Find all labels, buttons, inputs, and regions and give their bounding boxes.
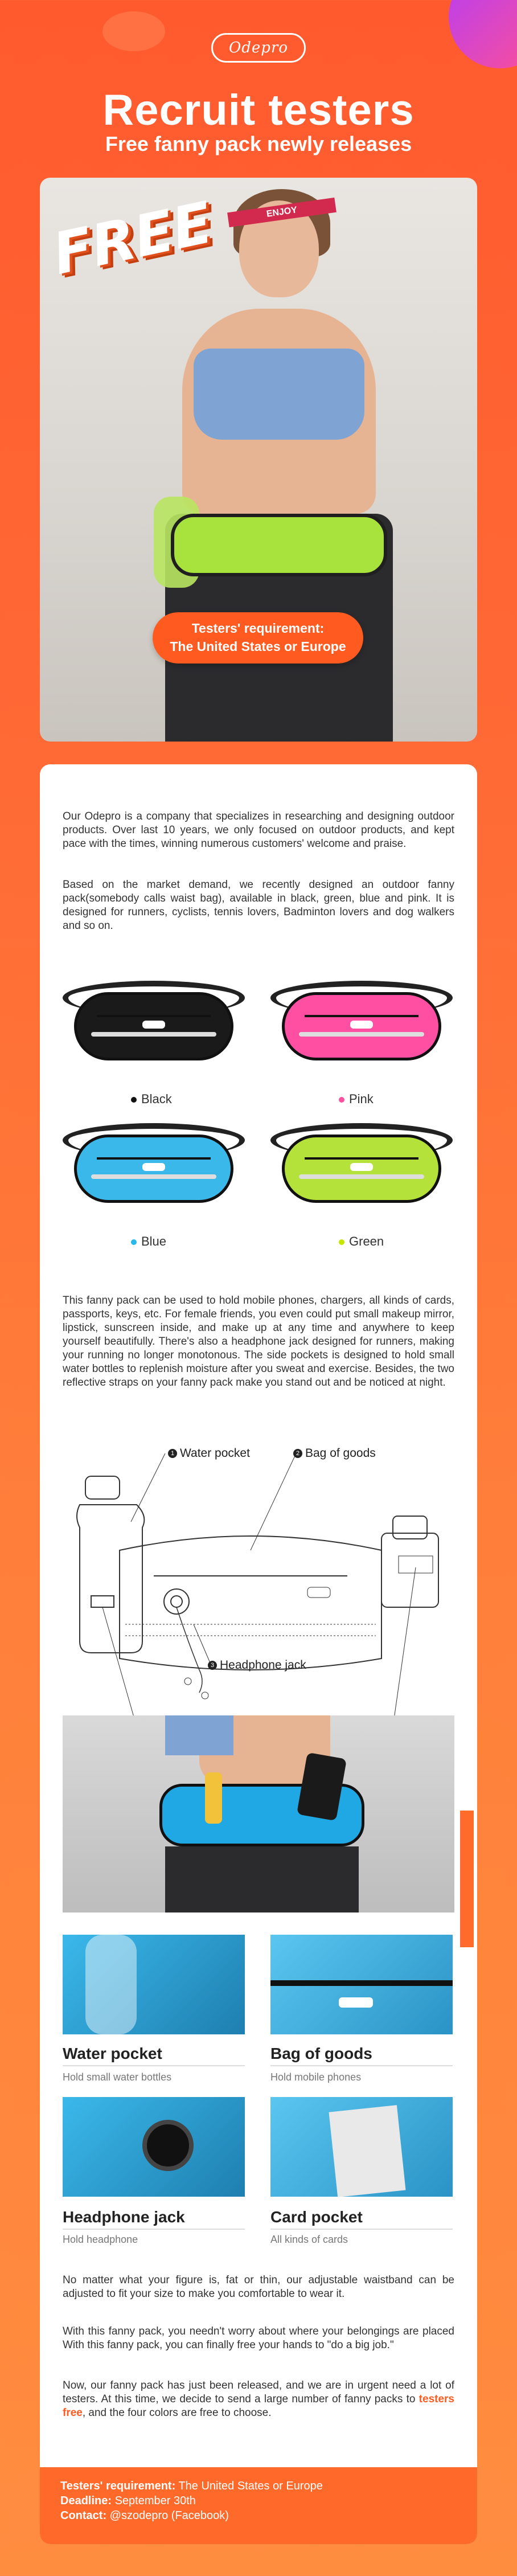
footer-info — [40, 2467, 477, 2544]
fanny-pack-blue — [63, 1112, 245, 1231]
content-card — [40, 764, 477, 2544]
footer-contact-label: Contact: — [60, 2509, 107, 2522]
closing-paragraph-2: With this fanny pack, you needn't worry about where your belongings are placed With this fanny pack, you can finally free your hands to "do a big job." — [63, 2325, 454, 2351]
intro-paragraph-2: Based on the market demand, we recently designed an outdoor fanny pack(somebody calls waist bag), available in black, green, blue and pink. It is designed for runners, cyclists, tennis lovers, Badminton lovers and dog walkers and so on. — [63, 879, 454, 932]
label-headphone-jack — [205, 1658, 306, 1672]
feature-sub-card-pocket: All kinds of cards — [270, 2234, 348, 2245]
feature-title-bag-of-goods: Bag of goods — [270, 2045, 453, 2066]
feature-sub-water-pocket: Hold small water bottles — [63, 2071, 172, 2083]
page-title: Recruit testers — [102, 86, 415, 134]
closing-p3-end: , and the four colors are free to choose. — [82, 2407, 272, 2419]
color-label-blue — [131, 1234, 166, 1249]
footer-req-label: Testers' requirement: — [60, 2480, 176, 2492]
fanny-pack-black — [63, 969, 245, 1089]
diagram-num-1: 1 — [168, 1449, 177, 1458]
color-name: Green — [349, 1234, 384, 1248]
footer-deadline — [60, 2493, 457, 2508]
feature-title-headphone-jack: Headphone jack — [63, 2208, 245, 2230]
fanny-pack-pink — [270, 969, 453, 1089]
color-name: Pink — [349, 1092, 374, 1106]
footer-contact — [60, 2508, 457, 2523]
headband: ENJOY — [227, 198, 337, 227]
brand-logo: Odepro — [211, 33, 306, 63]
headphone-jack-label: Headphone jack — [220, 1658, 306, 1672]
color-dot — [131, 1097, 137, 1103]
orange-accent-bar — [460, 1811, 474, 1947]
bag-of-goods-label: Bag of goods — [305, 1447, 376, 1460]
testers-free-highlight: testers free — [63, 2393, 454, 2419]
free-headline: FREE — [47, 189, 219, 288]
feature-sub-bag-of-goods: Hold mobile phones — [270, 2071, 362, 2083]
feature-sub-headphone-jack: Hold headphone — [63, 2234, 138, 2245]
color-label-black — [131, 1092, 172, 1107]
diagram-num-3: 3 — [208, 1661, 217, 1670]
footer-req-value: The United States or Europe — [178, 2480, 323, 2492]
water-pocket-photo — [63, 1935, 245, 2034]
description-paragraph: This fanny pack can be used to hold mobile phones, chargers, all kinds of cards, passports, keys, etc. For female friends, you even could put small makeup mirror, lipstick, sunscreen inside, and make up at any time and anywhere to keep yourself beautifully. There's also a headphone jack designed for runners, making your running no longer monotonous. The side pockets is designed to hold small water bottles to replenish moisture after you sweat and exercise. Besides, the two reflective straps on your fanny pack make you stand out and be noticed at night. — [63, 1295, 454, 1389]
color-dot — [339, 1097, 344, 1103]
color-label-green — [339, 1234, 384, 1249]
footer-deadline-label: Deadline: — [60, 2495, 112, 2507]
footer-deadline-value: September 30th — [114, 2495, 196, 2507]
product-diagram — [63, 1436, 454, 1761]
closing-paragraph-1: No matter what your figure is, fat or thin, our adjustable waistband can be adjusted to fit your size to make you comfortable to wear it. — [63, 2274, 454, 2300]
headphone-jack-photo — [63, 2097, 245, 2197]
color-label-pink — [339, 1092, 374, 1107]
diagram-num-2: 2 — [293, 1449, 302, 1458]
lifestyle-photo — [63, 1715, 454, 1912]
color-name: Blue — [141, 1234, 167, 1248]
requirement-badge — [153, 612, 363, 664]
footer-contact-value: @szodepro (Facebook) — [109, 2509, 229, 2522]
diagram-drawing — [63, 1436, 454, 1755]
color-name: Black — [141, 1092, 172, 1106]
page-subtitle: Free fanny pack newly releases — [105, 132, 412, 155]
label-bag-of-goods — [290, 1447, 376, 1460]
requirement-value: The United States or Europe — [170, 639, 346, 654]
color-dot — [131, 1239, 137, 1245]
water-pocket-label: Water pocket — [180, 1447, 250, 1460]
closing-p3-text: Now, our fanny pack has just been released, and we are in urgent need a lot of testers. At this time, we decide to send a large number of fanny packs to — [63, 2380, 454, 2405]
feature-title-card-pocket: Card pocket — [270, 2208, 453, 2230]
sports-top — [194, 349, 364, 440]
fanny-pack-green — [171, 514, 387, 576]
intro-paragraph-1: Our Odepro is a company that specializes in researching and designing outdoor products. Over last 10 years, we only focused on outdoor products, and kept pace with the times, winning numerous customers' welcome and praise. — [63, 810, 454, 850]
requirement-label: Testers' requirement: — [191, 621, 325, 636]
fanny-pack-green — [270, 1112, 453, 1231]
color-dot — [339, 1239, 344, 1245]
bag-of-goods-photo — [270, 1935, 453, 2034]
closing-paragraph-3 — [63, 2379, 454, 2420]
footer-requirement — [60, 2479, 457, 2493]
label-water-pocket — [165, 1447, 250, 1460]
feature-title-water-pocket: Water pocket — [63, 2045, 245, 2066]
card-pocket-photo — [270, 2097, 453, 2197]
